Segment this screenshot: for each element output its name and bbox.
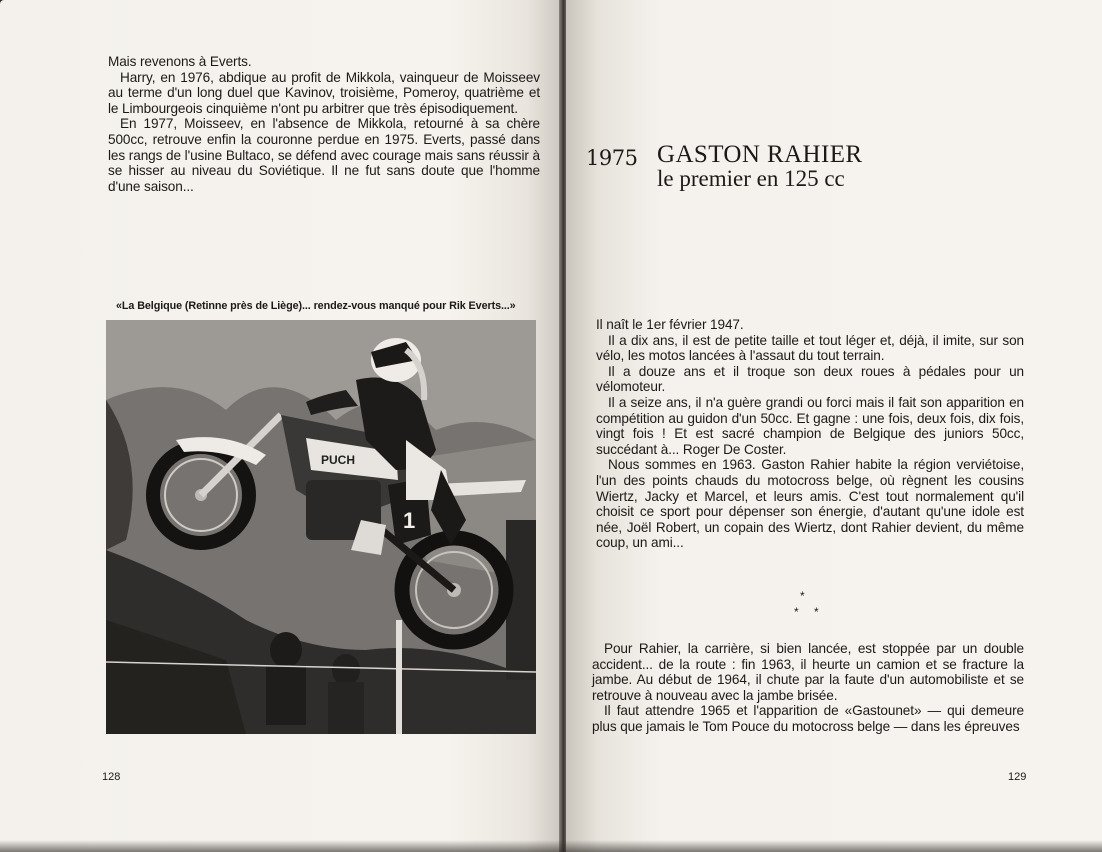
right-page-body-continued bbox=[592, 641, 1024, 735]
bike-brand-text: PUCH bbox=[321, 453, 356, 467]
section-ornament: * * bbox=[794, 605, 825, 619]
paragraph: Il faut attendre 1965 et l'apparition de «Gastounet» — qui demeure plus que jamais le Tom Pouce du motocross belge — dans les épreuves bbox=[592, 703, 1024, 734]
show-through-text bbox=[110, 205, 540, 295]
page-edge-shadow bbox=[0, 840, 1102, 852]
section-ornament: * bbox=[800, 589, 805, 603]
left-page-body bbox=[108, 54, 540, 194]
page-number-left: 128 bbox=[102, 771, 121, 783]
chapter-subtitle: le premier en 125 cc bbox=[657, 166, 845, 191]
paragraph: Il a seize ans, il n'a guère grandi ou forci mais il fait son apparition en compétition au guidon d'un 50cc. Et gagne : une fois, deux fois, dix fois, vingt fois ! Et est sacré champion de Belgique des juniors 50cc, succédant à... Roger De Coster. bbox=[596, 394, 1024, 457]
motocross-rider-illustration bbox=[106, 320, 536, 734]
right-page-body bbox=[596, 317, 1024, 551]
chapter-title: GASTON RAHIER bbox=[657, 141, 863, 168]
paragraph: Nous sommes en 1963. Gaston Rahier habite la région verviétoise, l'un des points chauds du motocross belge, où règnent les cousins Wiertz, Jacky et Marcel, et leurs amis. C'est tout normalement qu'il choisit ce sport pour dépenser son énergie, d'autant qu'une idole est née, Joël Robert, un copain des Wiertz, dont Rahier devient, du même coup, un ami... bbox=[596, 457, 1024, 551]
photo-caption: «La Belgique (Retinne près de Liège)... rendez-vous manqué pour Rik Everts...» bbox=[116, 300, 516, 312]
paragraph: Harry, en 1976, abdique au profit de Mikkola, vainqueur de Moisseev au terme d'un long duel que Kavinov, troisième, Pomeroy, quatrième et le Limbourgeois cinquième n'ont pu arbitrer que très épisodiquement. bbox=[108, 69, 540, 116]
page-number-right: 129 bbox=[1008, 771, 1027, 783]
number-plate-text: 1 bbox=[403, 508, 416, 533]
paragraph: Pour Rahier, la carrière, si bien lancée, est stoppée par un double accident... de la route : fin 1963, il heurte un camion et se fracture la jambe. Au début de 1964, il chute par la faute d'un automobiliste et se retrouve à nouveau avec la jambe brisée. bbox=[592, 641, 1024, 703]
paragraph: Il a douze ans et il troque son deux roues à pédales pour un vélomoteur. bbox=[596, 363, 1024, 395]
paragraph: Il a dix ans, il est de petite taille et tout léger et, déjà, il imite, sur son vélo, les motos lancées à l'assaut du tout terrain. bbox=[596, 332, 1024, 364]
chapter-year: 1975 bbox=[586, 146, 638, 170]
paragraph: Mais revenons à Everts. bbox=[108, 54, 252, 69]
paragraph: En 1977, Moisseev, en l'absence de Mikkola, retourné à sa chère 500cc, retrouve enfin la couronne perdue en 1975. Everts, passé dans les rangs de l'usine Bultaco, se défend avec courage mais sans réussir à se hisser au niveau du Soviétique. Il ne fut sans doute que l'homme d'une saison... bbox=[108, 116, 540, 194]
paragraph: Il naît le 1er février 1947. bbox=[596, 317, 744, 332]
motocross-photo bbox=[106, 320, 536, 734]
